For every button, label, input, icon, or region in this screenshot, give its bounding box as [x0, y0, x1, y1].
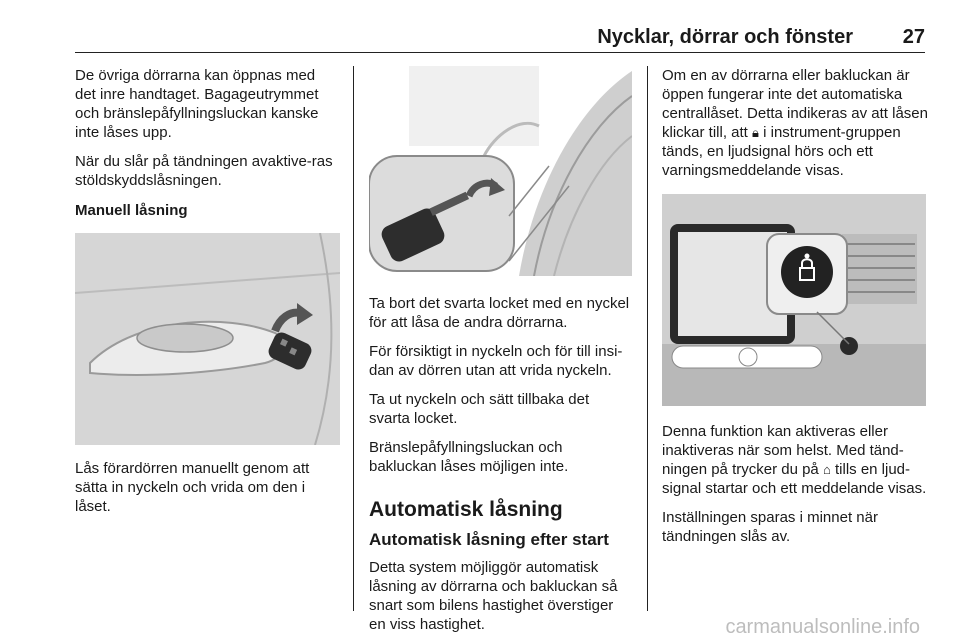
- door-lock-key-illustration: [369, 66, 632, 276]
- column-1: [75, 66, 340, 526]
- dashboard-lock-button-illustration: [662, 194, 926, 406]
- paragraph: Inställningen sparas i minnet när tändningen slås av.: [662, 509, 878, 545]
- column-3: [662, 66, 928, 556]
- subsection-heading: Automatisk låsning efter start: [369, 530, 609, 549]
- page-header: [75, 22, 925, 53]
- paragraph: Bränslepåfyllningsluckan och bakluckan låses möjligen inte.: [369, 439, 569, 475]
- watermark: carmanualsonline.info: [725, 616, 920, 638]
- page-title: Nycklar, dörrar och fönster: [597, 26, 853, 48]
- paragraph: För försiktigt in nyckeln och för till insi-dan av dörren utan att vrida nyckeln.: [369, 343, 623, 379]
- lock-button-icon: ⌂: [822, 462, 831, 477]
- section-heading: Automatisk låsning: [369, 498, 563, 521]
- page-number: 27: [902, 26, 925, 48]
- paragraph: Om en av dörrarna eller bakluckan är öppen fungerar inte det automatiska centrallåset. Detta indikeras av att låsen klickar till, att 🔒︎ i instrument-gruppen tänds, en ljudsignal hörs och ett varningsmeddelande visas.: [662, 67, 928, 179]
- column-divider: [353, 66, 354, 611]
- door-handle-key-illustration: [75, 233, 340, 445]
- section-heading: Manuell låsning: [75, 202, 188, 219]
- paragraph: När du slår på tändningen avaktive-ras stöldskyddslåsningen.: [75, 153, 333, 189]
- column-2: [369, 66, 632, 644]
- lock-indicator-icon: 🔒︎: [752, 125, 759, 140]
- paragraph: De övriga dörrarna kan öppnas med det inre handtaget. Bagageutrymmet och bränslepåfyllningsluckan kanske inte låses upp.: [75, 67, 319, 141]
- paragraph: Ta bort det svarta locket med en nyckel för att låsa de andra dörrarna.: [369, 295, 630, 331]
- paragraph: Detta system möjliggör automatisk låsning av dörrarna och bakluckan så snart som bilens hastighet överstiger en viss hastighet.: [369, 559, 618, 633]
- paragraph: Lås förardörren manuellt genom att sätta in nyckeln och vrida om den i låset.: [75, 460, 310, 515]
- paragraph: Ta ut nyckeln och sätt tillbaka det svarta locket.: [369, 391, 590, 427]
- column-divider: [647, 66, 648, 611]
- paragraph: Denna funktion kan aktiveras eller inaktiveras när som helst. Med tänd-ningen på trycker du på ⌂ tills en ljud-signal startar och ett meddelande visas.: [662, 423, 927, 497]
